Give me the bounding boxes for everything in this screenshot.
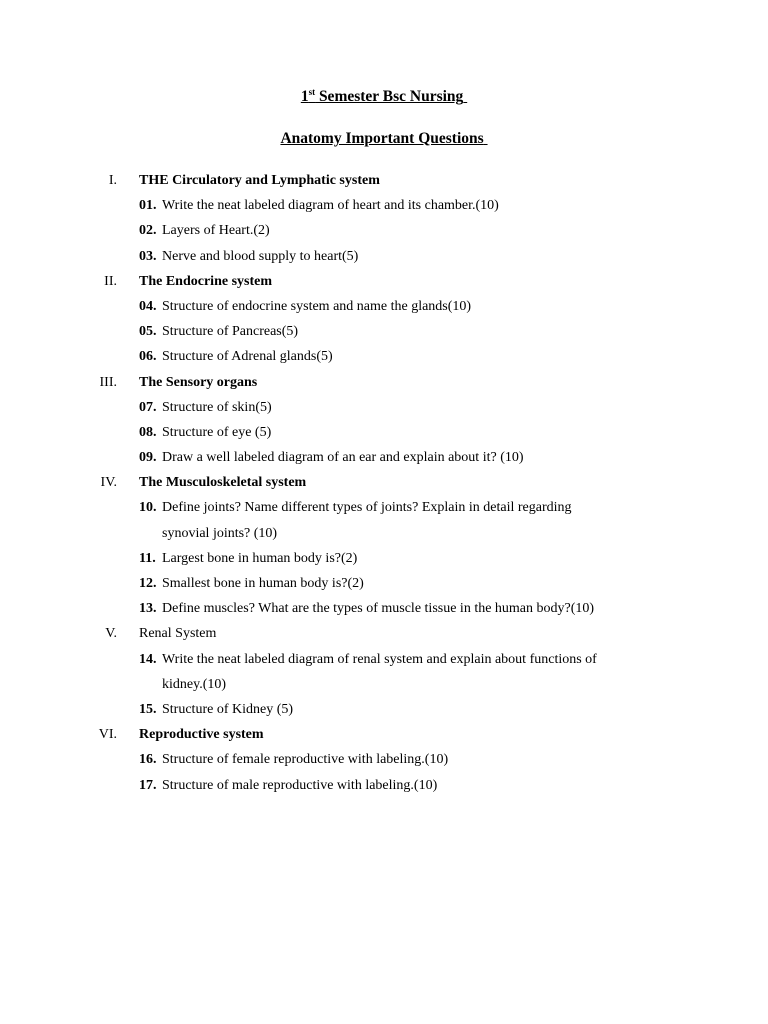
section-title: Reproductive system bbox=[139, 727, 264, 743]
question-number: 17. bbox=[139, 777, 157, 793]
section-heading bbox=[0, 470, 768, 495]
question-text: Draw a well labeled diagram of an ear and explain about it? (10) bbox=[162, 450, 524, 466]
title-underlined bbox=[301, 88, 467, 105]
question-item bbox=[0, 218, 768, 243]
question-text: Largest bone in human body is?(2) bbox=[162, 550, 358, 566]
question-text: Write the neat labeled diagram of heart and its chamber.(10) bbox=[162, 198, 499, 214]
section-title: Renal System bbox=[139, 626, 217, 642]
section-title: THE Circulatory and Lymphatic system bbox=[139, 173, 380, 188]
question-item bbox=[0, 495, 768, 520]
question-number: 03. bbox=[139, 248, 157, 264]
question-text: Structure of female reproductive with labeling.(10) bbox=[162, 752, 449, 768]
question-item bbox=[0, 647, 768, 672]
question-number: 08. bbox=[139, 424, 157, 440]
section-numeral: VI. bbox=[98, 727, 117, 743]
question-item bbox=[0, 193, 768, 218]
question-item bbox=[0, 294, 768, 319]
question-number: 06. bbox=[139, 349, 157, 365]
question-list bbox=[0, 168, 768, 798]
question-number: 14. bbox=[139, 651, 157, 667]
question-text: Structure of endocrine system and name the glands(10) bbox=[162, 298, 472, 314]
question-number: 09. bbox=[139, 450, 157, 466]
section-numeral: IV. bbox=[100, 475, 117, 491]
question-text: Define muscles? What are the types of muscle tissue in the human body?(10) bbox=[162, 601, 595, 617]
question-text-continued: synovial joints? (10) bbox=[162, 525, 278, 541]
question-continuation bbox=[0, 521, 768, 546]
question-number: 11. bbox=[139, 550, 156, 566]
question-text: Layers of Heart.(2) bbox=[162, 223, 270, 239]
section-title: The Musculoskeletal system bbox=[139, 475, 307, 491]
question-number: 15. bbox=[139, 701, 157, 717]
title-ordinal-suffix: st bbox=[308, 87, 316, 97]
question-text: Write the neat labeled diagram of renal system and explain about functions of bbox=[162, 651, 597, 667]
question-text: Structure of Pancreas(5) bbox=[162, 324, 299, 340]
question-text: Structure of Kidney (5) bbox=[162, 701, 294, 717]
section-numeral: III. bbox=[99, 374, 117, 390]
section-heading bbox=[0, 370, 768, 395]
question-text: Nerve and blood supply to heart(5) bbox=[162, 248, 359, 264]
question-text: Structure of Adrenal glands(5) bbox=[162, 349, 333, 365]
subtitle-underlined bbox=[280, 130, 487, 147]
question-item bbox=[0, 697, 768, 722]
question-number: 16. bbox=[139, 752, 157, 768]
section-numeral: I. bbox=[108, 173, 117, 188]
question-item bbox=[0, 319, 768, 344]
question-text: Structure of skin(5) bbox=[162, 399, 272, 415]
question-number: 05. bbox=[139, 324, 157, 340]
question-text: Structure of eye (5) bbox=[162, 424, 272, 440]
question-number: 07. bbox=[139, 399, 157, 415]
question-item bbox=[0, 596, 768, 621]
question-item bbox=[0, 773, 768, 798]
question-text-continued: kidney.(10) bbox=[162, 676, 227, 692]
title-semester-number: 1 bbox=[300, 88, 309, 105]
section-title: The Endocrine system bbox=[139, 273, 272, 289]
section-heading bbox=[0, 168, 768, 193]
question-text: Smallest bone in human body is?(2) bbox=[162, 576, 364, 591]
section-numeral: II. bbox=[104, 273, 117, 289]
document-title bbox=[0, 87, 768, 107]
question-item bbox=[0, 445, 768, 470]
question-item bbox=[0, 344, 768, 369]
question-item bbox=[0, 420, 768, 445]
question-item bbox=[0, 546, 768, 571]
question-number: 01. bbox=[139, 198, 157, 214]
question-item bbox=[0, 395, 768, 420]
question-number: 02. bbox=[139, 223, 157, 239]
subtitle-text: Anatomy Important Questions bbox=[280, 130, 484, 147]
question-number: 04. bbox=[139, 298, 157, 314]
section-title: The Sensory organs bbox=[139, 374, 258, 390]
question-number: 12. bbox=[139, 576, 157, 591]
question-continuation bbox=[0, 672, 768, 697]
question-number: 10. bbox=[139, 500, 157, 516]
section-heading bbox=[0, 269, 768, 294]
section-numeral: V. bbox=[105, 626, 117, 642]
title-course: Semester Bsc Nursing bbox=[315, 88, 464, 105]
section-heading bbox=[0, 722, 768, 747]
section-heading bbox=[0, 621, 768, 646]
question-text: Define joints? Name different types of joints? Explain in detail regarding bbox=[162, 500, 572, 516]
question-item bbox=[0, 244, 768, 269]
question-text: Structure of male reproductive with labeling.(10) bbox=[162, 777, 438, 793]
question-number: 13. bbox=[139, 601, 157, 617]
document-subtitle bbox=[0, 129, 768, 149]
question-item bbox=[0, 747, 768, 772]
question-item bbox=[0, 571, 768, 596]
